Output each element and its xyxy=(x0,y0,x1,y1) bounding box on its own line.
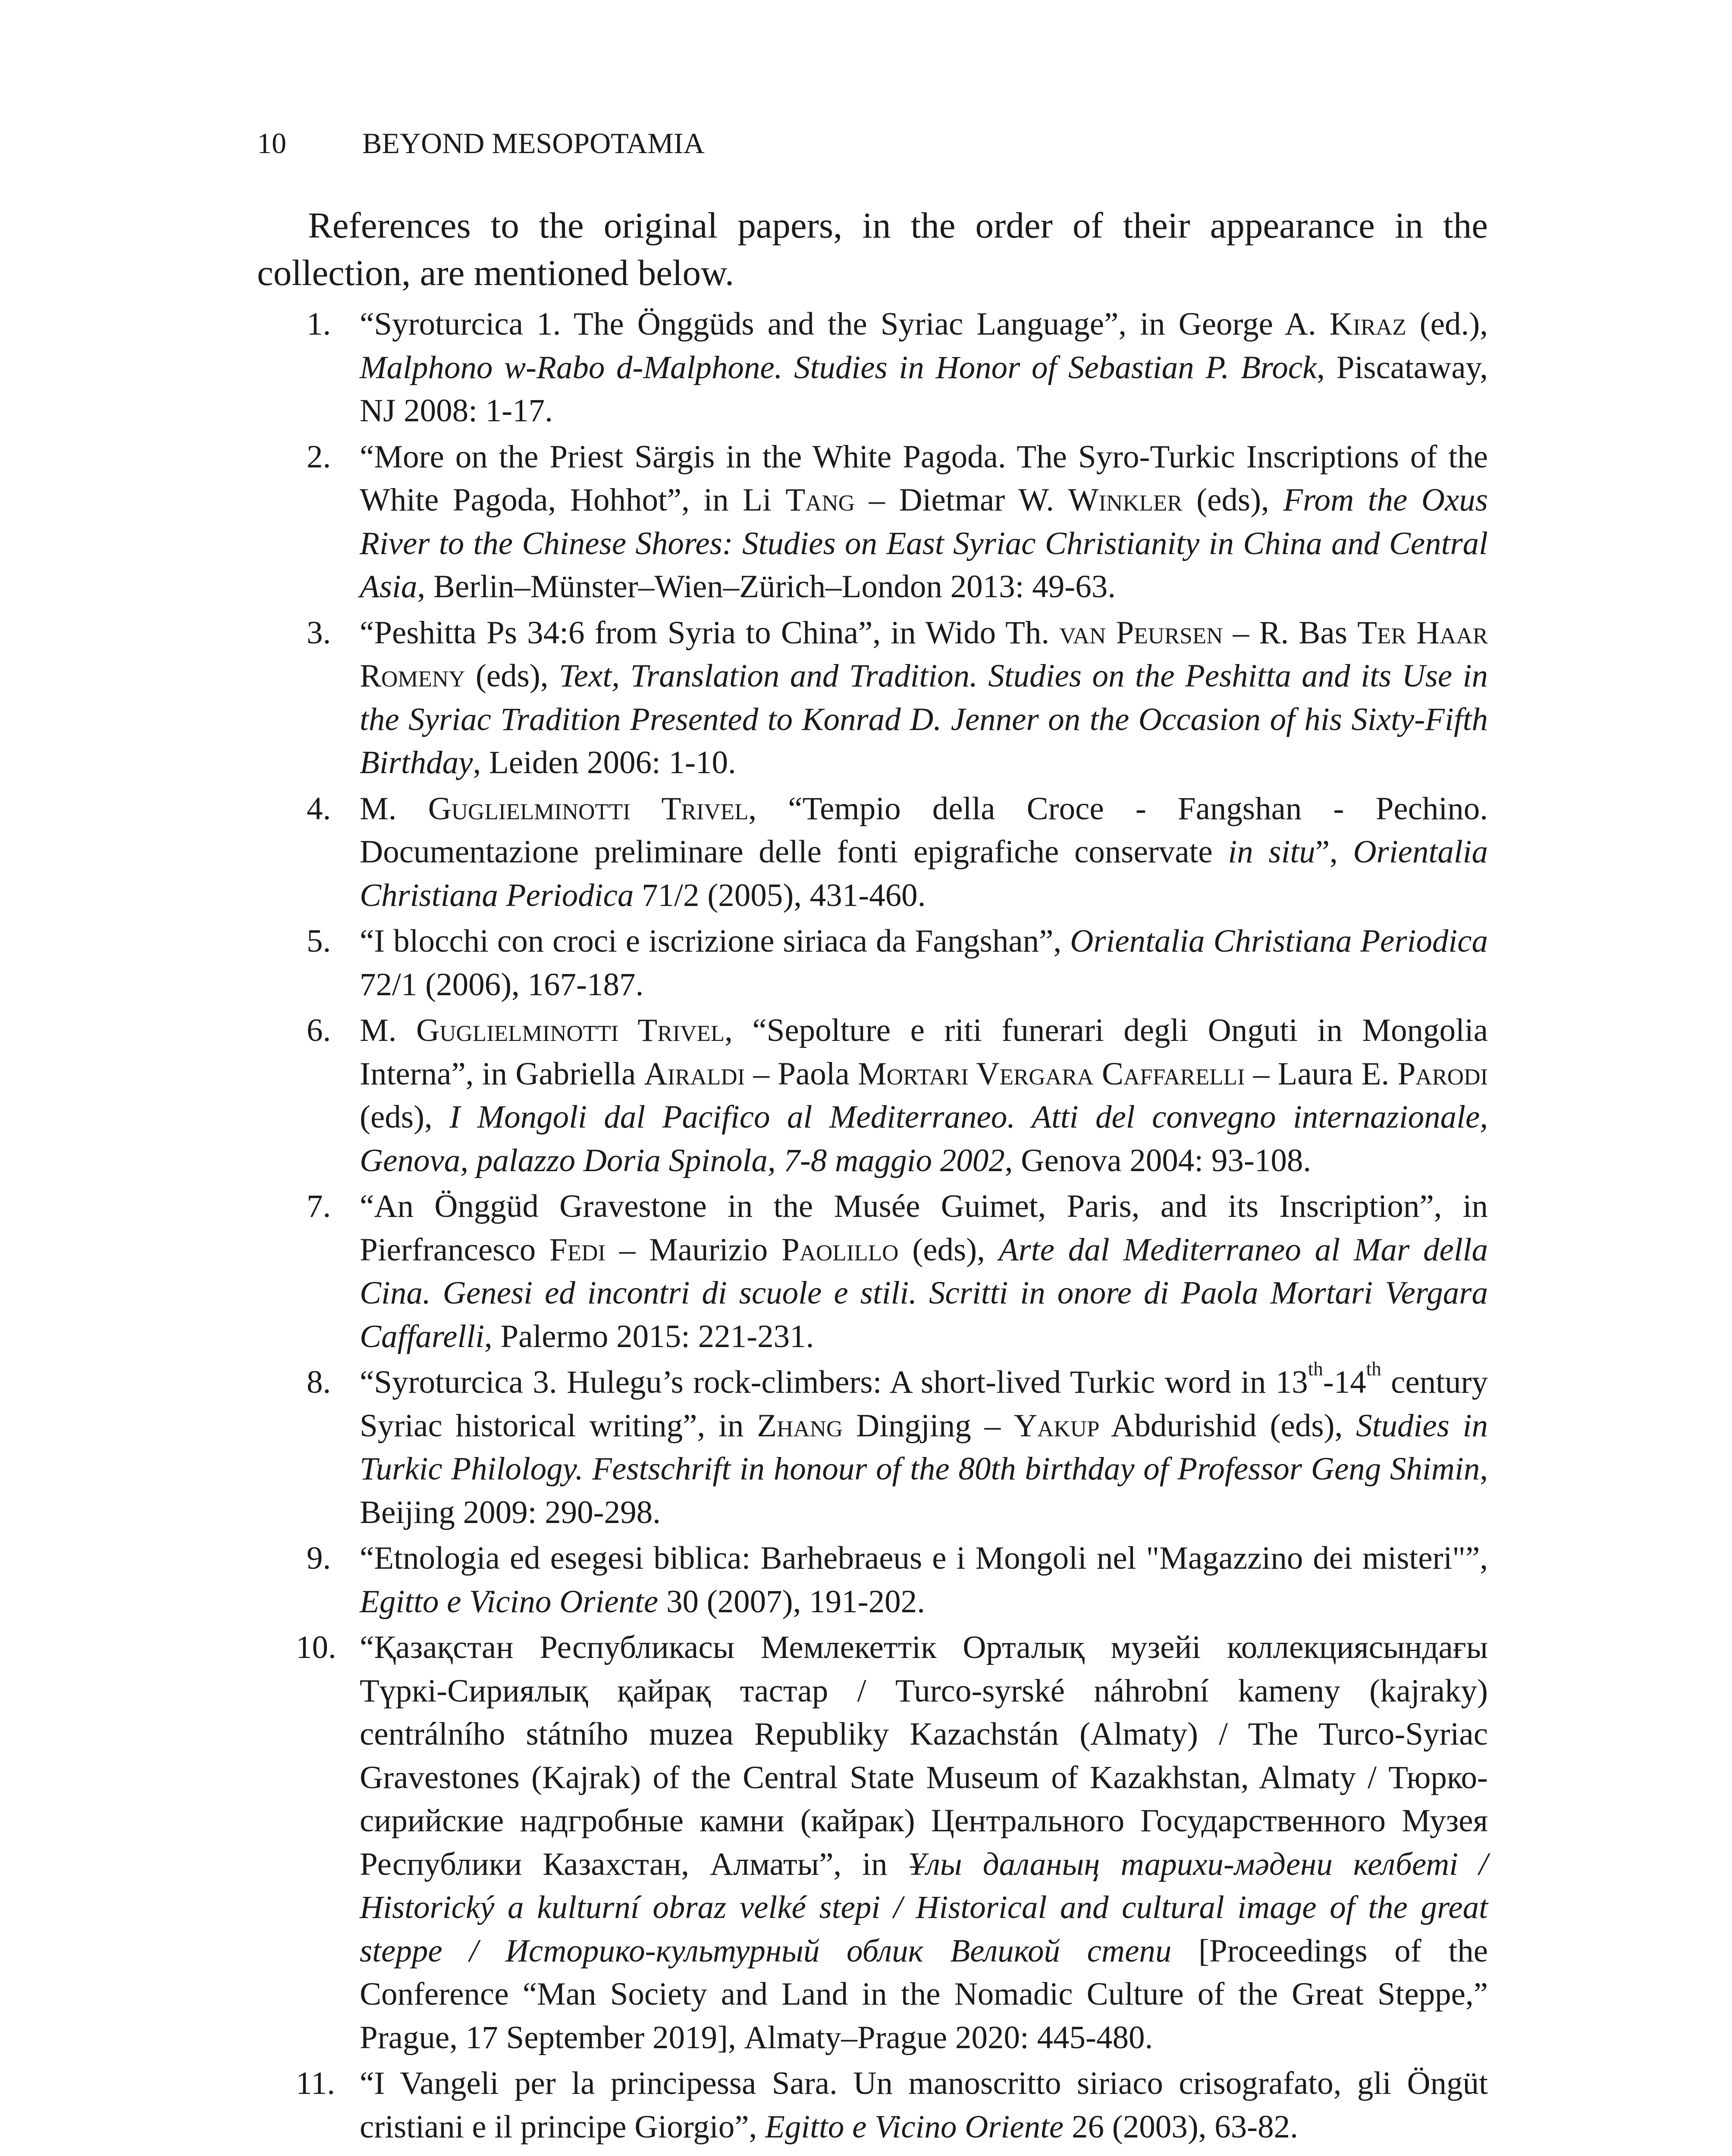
reference-number: 1. xyxy=(307,306,331,342)
page-number: 10 xyxy=(257,127,286,160)
author-name: Yakup xyxy=(1013,1407,1100,1444)
reference-number: 4. xyxy=(307,790,331,827)
journal-title: Egitto e Vicino Oriente xyxy=(360,1583,659,1620)
reference-number: 9. xyxy=(307,1540,331,1576)
reference-item xyxy=(257,2062,1488,2149)
reference-item xyxy=(257,1185,1488,1358)
author-name: Guglielminotti Trivel xyxy=(428,790,749,827)
reference-number: 11. xyxy=(296,2065,335,2101)
author-name: Guglielminotti Trivel xyxy=(416,1012,725,1048)
reference-text: “I blocchi con croci e iscrizione siriaca da Fangshan”, Orientalia Christiana Periodica 72/1 (2006), 167-187. xyxy=(360,923,1488,1003)
reference-text: “Peshitta Ps 34:6 from Syria to China”, in Wido Th. van Peursen – R. Bas Ter Haar Romeny (eds), Text, Translation and Tradition. Studies on the Peshitta and its Use in the Syriac Tradition Presented to Konrad D. Jenner on the Occasion of his Sixty-Fifth Birthday, Leiden 2006: 1-10. xyxy=(360,614,1488,780)
reference-item xyxy=(257,303,1488,433)
reference-number: 2. xyxy=(307,439,331,475)
latin-phrase: in situ xyxy=(1228,834,1315,870)
reference-text: “Қазақстан Республикасы Мемлекеттік Орталық музейі коллекциясындағы Түркі-Сириялық қайрақ тастар / Turco-syrské náhrobní kameny (kajraky) centrálního státního muzea Republiky Kazachstán (Almaty) / The Turco-Syriac Gravestones (Kajrak) of the Central State Museum of Kazakhstan, Almaty / Тюрко-сирийские надгробные камни (кайрак) Центрального Государственного Музея Республики Казахстан, Алматы”, in Ұлы даланың тарихи-мәдени келбеті / Historický a kulturní obraz velké stepi / Historical and cultural image of the great steppe / Историко-культурный облик Великой степи [Proceedings of the Conference “Man Society and Land in the Nomadic Culture of the Great Steppe,” Prague, 17 September 2019], Almaty–Prague 2020: 445-480. xyxy=(360,1630,1488,2056)
running-header xyxy=(257,126,705,160)
author-name: Parodi xyxy=(1397,1056,1488,1092)
journal-title: Egitto e Vicino Oriente xyxy=(765,2109,1064,2145)
reference-text: “Syroturcica 3. Hulegu’s rock-climbers: A short-lived Turkic word in 13th-14th century Syriac historical writing”, in Zhang Dingjing – Yakup Abdurishid (eds), Studies in Turkic Philology. Festschrift in honour of the 80th birthday of Professor Geng Shimin, Beijing 2009: 290-298. xyxy=(360,1358,1488,1530)
author-name: Mortari Vergara Caffarelli xyxy=(858,1056,1245,1092)
author-name: Winkler xyxy=(1068,482,1183,518)
reference-item xyxy=(257,1009,1488,1182)
book-title: I Mongoli dal Pacifico al Mediterraneo. Atti del convegno internazionale, Genova, palazzo Doria Spinola, 7-8 maggio 2002 xyxy=(360,1099,1488,1178)
ordinal-suffix: th xyxy=(1308,1358,1323,1380)
journal-title: Orientalia Christiana Periodica xyxy=(360,834,1488,913)
reference-number: 8. xyxy=(307,1364,331,1400)
author-name: Kiraz xyxy=(1329,306,1406,342)
reference-item xyxy=(257,1537,1488,1623)
running-title: BEYOND MESOPOTAMIA xyxy=(362,127,705,160)
book-title: Malphono w-Rabo d-Malphone. Studies in Honor of Sebastian P. Brock xyxy=(360,349,1317,385)
reference-text: “More on the Priest Särgis in the White Pagoda. The Syro-Turkic Inscriptions of the White Pagoda, Hohhot”, in Li Tang – Dietmar W. Winkler (eds), From the Oxus River to the Chinese Shores: Studies on East Syriac Christianity in China and Central Asia, Berlin–Münster–Wien–Zürich–London 2013: 49-63. xyxy=(360,439,1488,605)
reference-number: 6. xyxy=(307,1012,331,1048)
journal-title: Orientalia Christiana Periodica xyxy=(1070,923,1488,959)
author-name: Zhang xyxy=(757,1407,843,1444)
book-title: Arte dal Mediterraneo al Mar della Cina. Genesi ed incontri di scuole e stili. Scritti in onore di Paola Mortari Vergara Caffarelli xyxy=(360,1232,1488,1354)
reference-text: M. Guglielminotti Trivel, “Sepolture e riti funerari degli Onguti in Mongolia Interna”, in Gabriella Airaldi – Paola Mortari Vergara Caffarelli – Laura E. Parodi (eds), I Mongoli dal Pacifico al Mediterraneo. Atti del convegno internazionale, Genova, palazzo Doria Spinola, 7-8 maggio 2002, Genova 2004: 93-108. xyxy=(360,1012,1488,1178)
reference-text: “Syroturcica 1. The Önggüds and the Syriac Language”, in George A. Kiraz (ed.), Malphono w-Rabo d-Malphone. Studies in Honor of Sebastian P. Brock, Piscataway, NJ 2008: 1-17. xyxy=(360,306,1488,429)
reference-number: 5. xyxy=(307,923,331,959)
reference-number: 3. xyxy=(307,614,331,651)
ordinal-suffix: th xyxy=(1366,1358,1381,1380)
intro-paragraph: References to the original papers, in the order of their appearance in the collection, are mentioned below. xyxy=(257,205,1488,293)
reference-text: M. Guglielminotti Trivel, “Tempio della Croce - Fangshan - Pechino. Documentazione preliminare delle fonti epigrafiche conservate in situ”, Orientalia Christiana Periodica 71/2 (2005), 431-460. xyxy=(360,790,1488,913)
reference-number: 10. xyxy=(296,1630,336,1665)
reference-text: “Etnologia ed esegesi biblica: Barhebraeus e i Mongoli nel "Magazzino dei misteri"”, Egitto e Vicino Oriente 30 (2007), 191-202. xyxy=(360,1540,1488,1620)
reference-list xyxy=(257,303,1488,2151)
author-name: Ter Haar Romeny xyxy=(360,614,1488,694)
reference-item xyxy=(257,920,1488,1006)
reference-item xyxy=(257,1626,1488,2059)
reference-text: “An Önggüd Gravestone in the Musée Guimet, Paris, and its Inscription”, in Pierfrancesco Fedi – Maurizio Paolillo (eds), Arte dal Mediterraneo al Mar della Cina. Genesi ed incontri di scuole e stili. Scritti in onore di Paola Mortari Vergara Caffarelli, Palermo 2015: 221-231. xyxy=(360,1188,1488,1354)
reference-item xyxy=(257,1358,1488,1534)
author-name: Airaldi xyxy=(644,1056,745,1092)
reference-item xyxy=(257,436,1488,609)
reference-number: 7. xyxy=(307,1188,331,1224)
reference-text: “I Vangeli per la principessa Sara. Un manoscritto siriaco crisografato, gli Öngüt cristiani e il principe Giorgio”, Egitto e Vicino Oriente 26 (2003), 63-82. xyxy=(360,2065,1488,2145)
book-title: Text, Translation and Tradition. Studies on the Peshitta and its Use in the Syriac Tradition Presented to Konrad D. Jenner on the Occasion of his Sixty-Fifth Birthday xyxy=(360,658,1488,780)
book-title: From the Oxus River to the Chinese Shores: Studies on East Syriac Christianity in China and Central Asia xyxy=(360,482,1488,605)
book-title: Studies in Turkic Philology. Festschrift in honour of the 80th birthday of Professor Geng Shimin xyxy=(360,1407,1488,1487)
author-name: Tang xyxy=(785,482,855,518)
author-name: Fedi xyxy=(549,1232,606,1268)
author-name: van Peursen xyxy=(1059,614,1223,651)
author-name: Paolillo xyxy=(781,1232,899,1268)
book-title: Ұлы даланың тарихи-мәдени келбеті / Historický a kulturní obraz velké stepi / Historical and cultural image of the great steppe / Историко-культурный облик Великой степи xyxy=(360,1846,1488,1969)
reference-item xyxy=(257,787,1488,918)
reference-item xyxy=(257,611,1488,785)
